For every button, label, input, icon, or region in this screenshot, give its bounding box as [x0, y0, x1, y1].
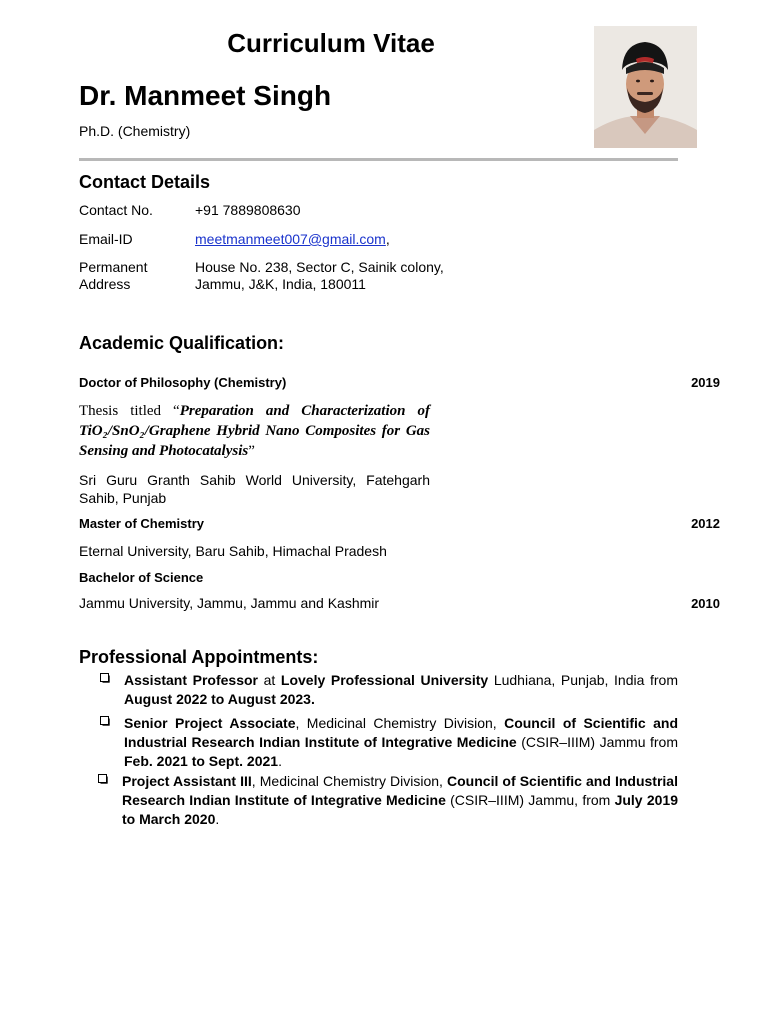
- bachelor-title: Bachelor of Science: [79, 570, 204, 585]
- email-row: [195, 231, 390, 248]
- address-line-2: Jammu, J&K, India, 180011: [195, 276, 366, 292]
- address-value: [195, 259, 444, 293]
- appointment-item: [98, 772, 678, 829]
- appointment-period: July 2019 to March 2020: [122, 792, 678, 827]
- appointment-end: .: [278, 753, 282, 769]
- appointment-org: Council of Scientific and Industrial Research Indian Institute of Integrative Medicine: [124, 715, 678, 750]
- masters-title: Master of Chemistry: [79, 516, 204, 531]
- phd-title: Doctor of Philosophy (Chemistry): [79, 375, 287, 390]
- document-title: Curriculum Vitae: [227, 28, 435, 58]
- checkbox-bullet-icon: [98, 774, 108, 784]
- address-label-line-1: Permanent: [79, 259, 148, 275]
- appointment-role: Senior Project Associate: [124, 715, 296, 731]
- header-divider: [79, 158, 678, 161]
- appointment-end: .: [215, 811, 220, 827]
- bachelor-year: 2010: [691, 596, 720, 611]
- phone-value: +91 7889808630: [195, 202, 301, 218]
- checkbox-bullet-icon: [100, 673, 110, 683]
- thesis-suffix: ”: [248, 443, 255, 459]
- masters-year: 2012: [691, 516, 720, 531]
- phd-thesis: [79, 401, 430, 461]
- appointment-period: Feb. 2021 to Sept. 2021: [124, 753, 279, 769]
- appointment-item: [100, 671, 678, 709]
- phd-institution: Sri Guru Granth Sahib World University, Fatehgarh Sahib, Punjab: [79, 472, 430, 506]
- address-label: [79, 259, 147, 293]
- appointment-org: Lovely Professional University: [280, 672, 489, 688]
- candidate-degree: Ph.D. (Chemistry): [79, 123, 191, 139]
- appointment-text: , Medicinal Chemistry Division,: [295, 715, 505, 731]
- address-line-1: House No. 238, Sector C, Sainik colony,: [195, 259, 444, 275]
- candidate-name: Dr. Manmeet Singh: [79, 80, 332, 111]
- email-link[interactable]: meetmanmeet007@gmail.com: [195, 231, 386, 247]
- appointment-text: , Medicinal Chemistry Division,: [251, 773, 448, 789]
- address-label-line-2: Address: [79, 276, 131, 292]
- profile-photo-illustration: [594, 26, 697, 148]
- appointment-org: Council of Scientific and Industrial Research Indian Institute of Integrative Medicine: [122, 773, 678, 808]
- email-suffix: ,: [385, 231, 390, 247]
- email-label: Email-ID: [79, 231, 133, 247]
- appointments-heading: Professional Appointments:: [79, 647, 319, 667]
- thesis-title: Preparation and Characterization of TiO₂/SnO₂/Graphene Hybrid Nano Composites for Gas Sensing and Photocatalysis: [79, 403, 430, 459]
- appointment-text: Ludhiana, Punjab, India from: [488, 672, 678, 688]
- appointment-role: Project Assistant III: [122, 773, 252, 789]
- thesis-prefix: Thesis titled “: [79, 403, 180, 419]
- phd-year: 2019: [691, 375, 720, 390]
- appointment-role: Assistant Professor: [124, 672, 258, 688]
- contact-heading: Contact Details: [79, 172, 211, 192]
- profile-photo: [594, 26, 697, 148]
- appointment-item: [100, 714, 678, 771]
- appointment-text: (CSIR–IIIM) Jammu from: [516, 734, 678, 750]
- appointment-text: (CSIR–IIIM) Jammu, from: [445, 792, 615, 808]
- academic-heading: Academic Qualification:: [79, 333, 285, 353]
- masters-institution: Eternal University, Baru Sahib, Himachal Pradesh: [79, 543, 387, 559]
- appointment-text: at: [258, 672, 281, 688]
- bachelor-institution: Jammu University, Jammu, Jammu and Kashmir: [79, 595, 380, 611]
- checkbox-bullet-icon: [100, 716, 110, 726]
- appointment-end: .: [310, 691, 315, 707]
- phone-label: Contact No.: [79, 202, 153, 218]
- appointment-period: August 2022 to August 2023: [124, 691, 311, 707]
